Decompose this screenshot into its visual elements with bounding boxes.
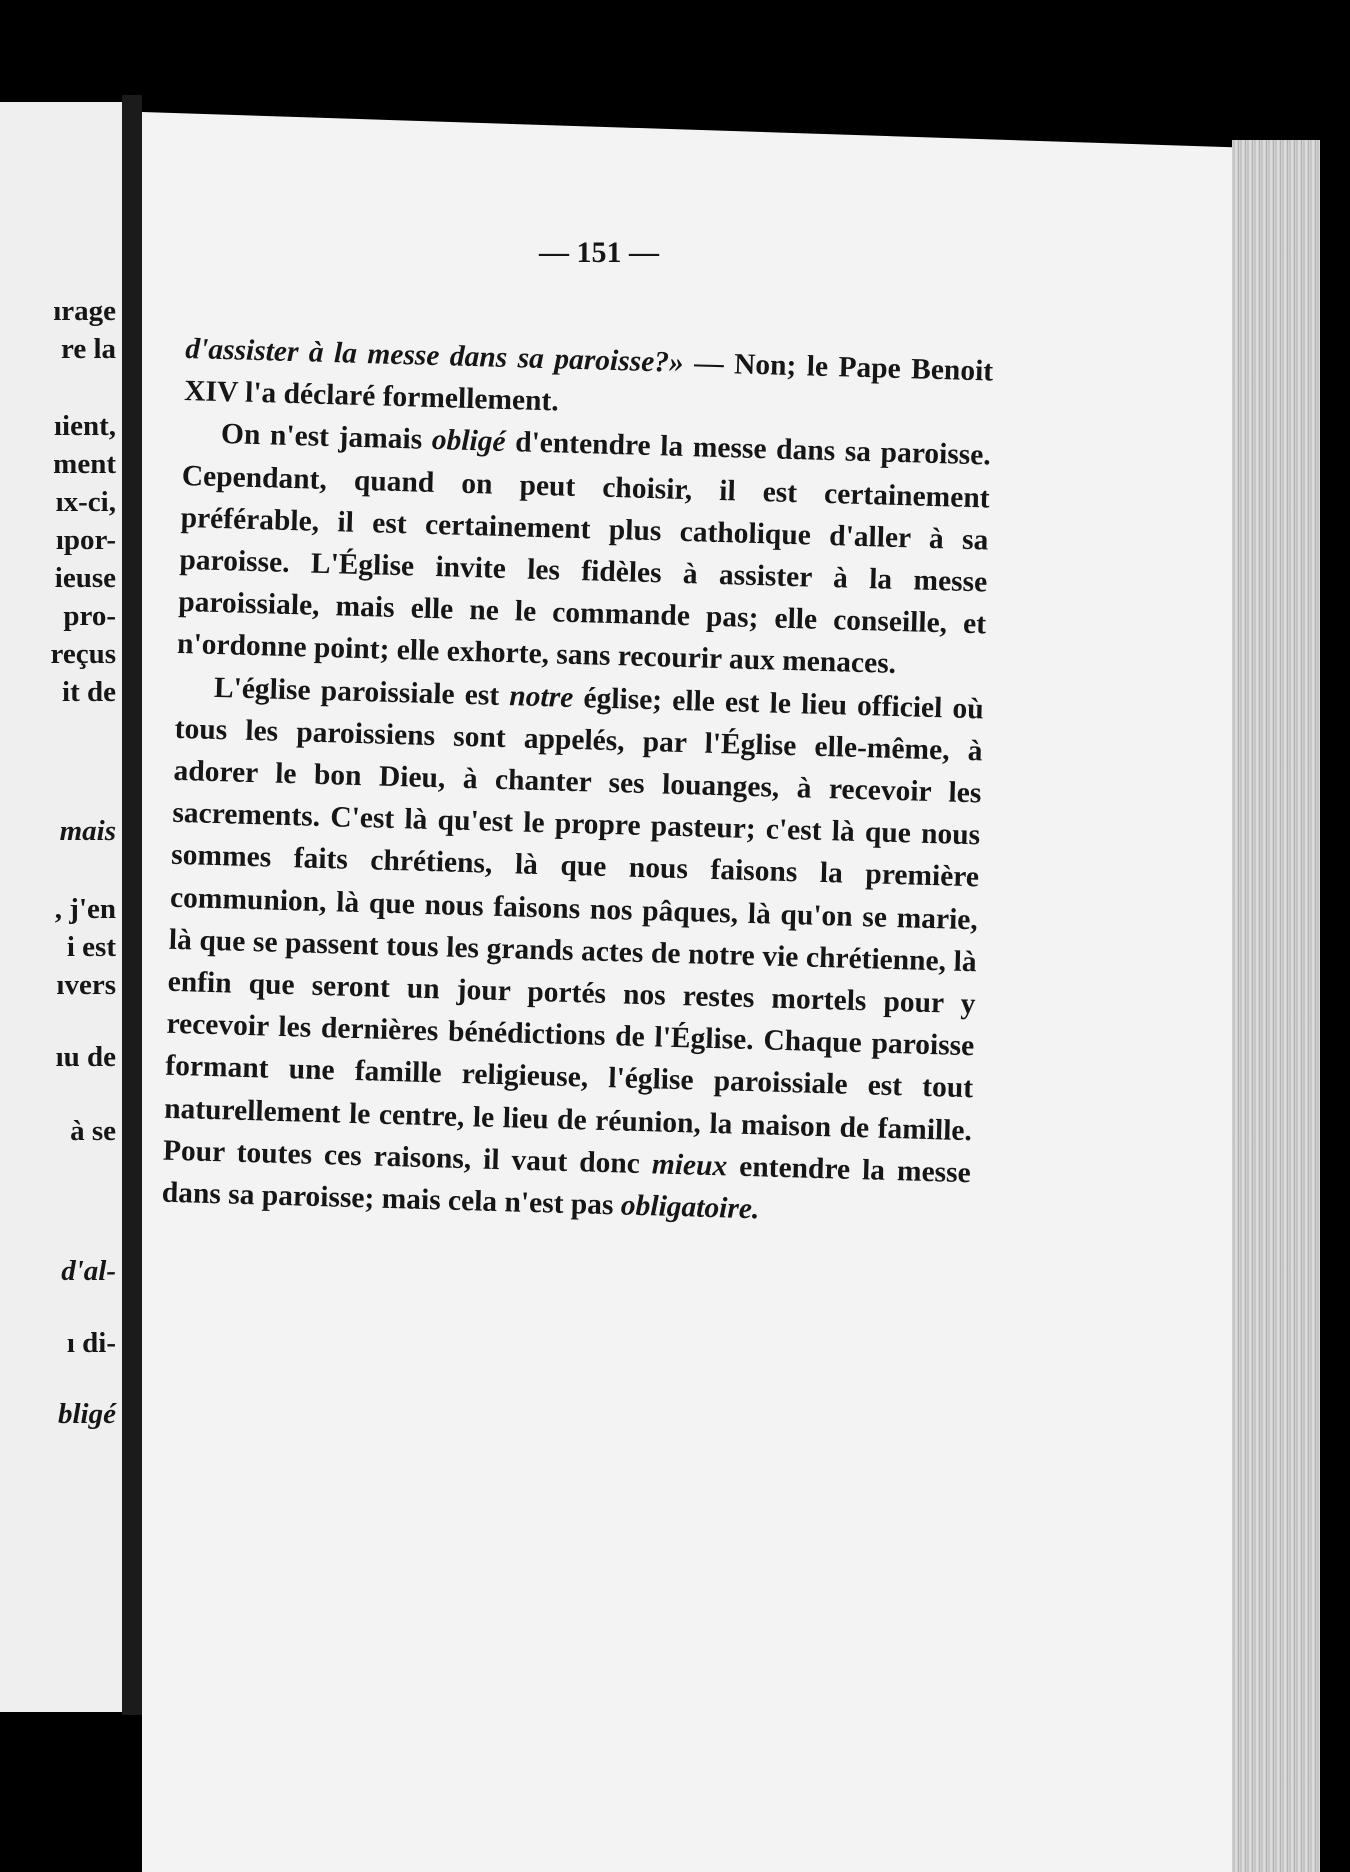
left-text-fragment: d'al- xyxy=(61,1255,116,1287)
page-number: — 151 — xyxy=(539,236,659,269)
left-text-fragment: ırage xyxy=(53,295,116,327)
left-text-fragment: ıpor- xyxy=(55,524,116,556)
page-body xyxy=(161,328,993,1236)
italic-word: mieux xyxy=(651,1148,728,1183)
paragraph-text: église; elle est le lieu officiel où tous les paroissiens sont appelés, par l'Église elle-même, à adorer le bon Dieu, à chanter ses louanges, à recevoir les sacrements. C'est là qu'est le propre pasteur; c'est là que nous sommes faits chrétiens, là que nous faisons la première communion, là que nous faisons nos pâques, là qu'on se marie, là que se passent tous les grands actes de notre vie chrétienne, là enfin que seront un jour portés nos restes mortels pour y recevoir les dernières bénédictions de l'Église. Chaque paroisse formant une famille religieuse, l'église paroissiale est tout naturellement le centre, le lieu de réunion, la maison de famille. Pour toutes ces raisons, il vaut donc xyxy=(162,681,985,1181)
paragraph-text: — Non; le Pape Benoit XIV l'a déclaré formellement. xyxy=(183,346,994,418)
left-text-fragment: ıvers xyxy=(56,969,116,1001)
left-text-fragment: ıu de xyxy=(55,1041,116,1073)
paragraph-2 xyxy=(177,412,992,688)
page-edges xyxy=(1232,140,1320,1872)
left-text-fragment: ieuse xyxy=(54,562,116,594)
previous-page-fragment xyxy=(0,102,122,1712)
italic-word: obligatoire. xyxy=(620,1189,760,1226)
left-text-fragment: bligé xyxy=(58,1398,116,1430)
left-text-fragment: it de xyxy=(62,676,116,708)
italic-word: notre xyxy=(508,679,574,714)
background-edge xyxy=(1320,140,1350,1872)
left-text-fragment: pro- xyxy=(63,600,116,632)
left-text-fragment: mais xyxy=(59,815,116,847)
left-text-fragment: i est xyxy=(66,931,116,963)
left-text-fragment: ment xyxy=(53,448,116,480)
italic-word: obligé xyxy=(431,424,506,459)
left-text-fragment: ı di- xyxy=(66,1327,116,1359)
left-text-fragment: ıient, xyxy=(53,410,116,442)
left-text-fragment: reçus xyxy=(50,638,116,670)
left-text-fragment: , j'en xyxy=(54,893,116,925)
left-text-fragment: re la xyxy=(60,333,116,365)
left-text-fragment: à se xyxy=(70,1115,116,1147)
paragraph-text: d'entendre la messe dans sa paroisse. Cependant, quand on peut choisir, il est certainement préférable, il est certainement plus catholique d'aller à sa paroisse. L'Église invite les fidèles à assister à la messe paroissiale, mais elle ne le commande pas; elle conseille, et n'ordonne point; elle exhorte, sans recourir aux menaces. xyxy=(176,426,992,681)
left-text-fragment: ıx-ci, xyxy=(55,486,116,518)
book-spine xyxy=(122,95,142,1715)
italic-quote: d'assister à la messe dans sa paroisse?» xyxy=(184,332,685,379)
paragraph-text: entendre la messe dans sa paroisse; mais cela n'est pas xyxy=(161,1150,972,1222)
paragraph-3 xyxy=(161,665,984,1236)
paragraph-text: L'église paroissiale est xyxy=(213,671,510,712)
paragraph-text: On n'est jamais xyxy=(220,418,433,457)
